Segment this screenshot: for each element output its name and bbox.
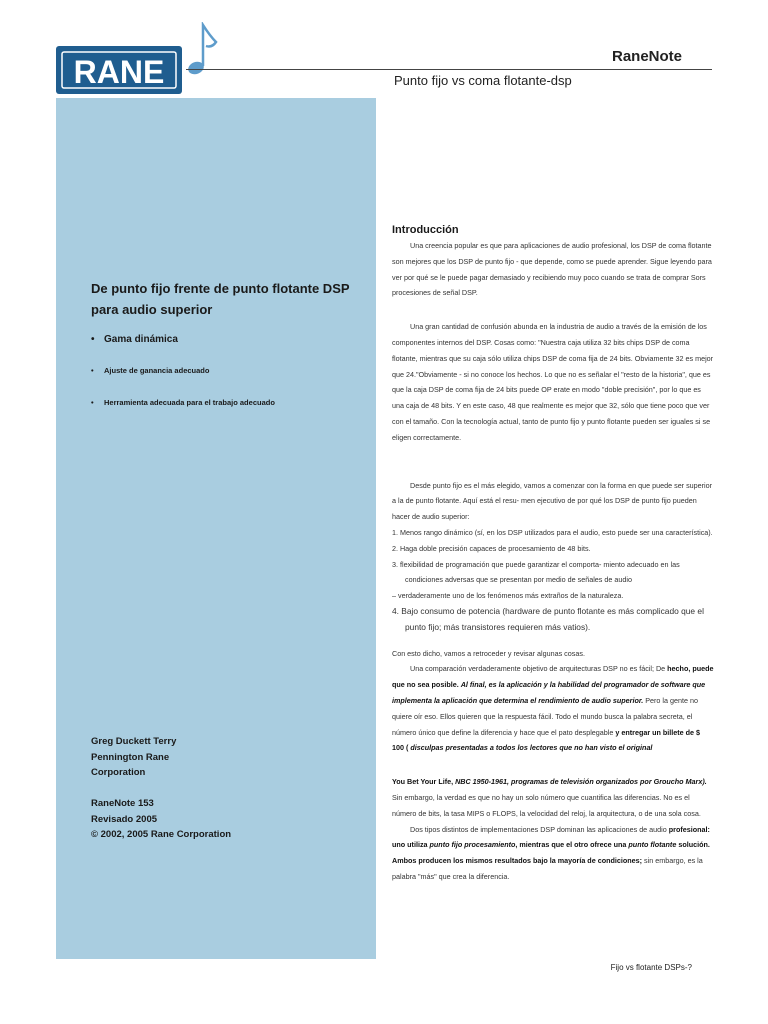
author-line: Pennington Rane — [91, 751, 170, 763]
paragraph: Una gran cantidad de confusión abunda en la industria de audio a través de la emisión de los componentes internos del DSP. Cosas como: "Nuestra caja utiliza 32 bits chips DSP de coma flotante, mientras que su caja sólo utiliza chips DSP de coma fija de 24 bits. Obviamente 32 es mejor que 24."Obviamente - si no conoce los hechos. Lo que no es señalar el "resto de la historia", que es que la caja DSP de coma fija de 24 bits puede OP erate en modo "doble precisión", por lo que es una caja de 48 bits. Y en este caso, 48 que realmente es mejor que 32, sólo que tiene poco que ver con el tamaño. Con la tecnología actual, tanto de punto fijo y punto flotante pueden ser iguales si se eligen correctamente. — [392, 322, 714, 442]
bold-text: hecho, puede que no sea posible. — [392, 664, 714, 690]
main-content — [392, 222, 714, 885]
bold-italic-text: punto fijo procesamiento — [429, 840, 516, 850]
header-rule — [186, 69, 712, 70]
paragraph — [392, 822, 714, 885]
bullet-item: • Herramienta adecuada para el trabajo adecuado — [91, 398, 275, 407]
logo-text: RANE — [73, 54, 165, 90]
sub-list-item: – verdaderamente uno de los fenómenos más extraños de la naturaleza. — [392, 591, 624, 601]
sidebar-title: De punto fijo frente de punto flotante DSP para audio superior — [91, 281, 350, 317]
bullet-item: • Gama dinámica — [91, 334, 275, 366]
list-item: 1. Menos rango dinámico (sí, en los DSP utilizados para el audio, esto puede ser una característica). — [392, 527, 713, 537]
meta-line: © 2002, 2005 Rane Corporation — [91, 829, 232, 840]
bullet-item: • Ajuste de ganancia adecuado — [91, 366, 275, 398]
numbered-list — [392, 525, 714, 636]
list-item: 3. flexibilidad de programación que puede garantizar el comporta- miento adecuado en las condiciones adversas que se presentan por medio de señales de audio — [392, 559, 680, 585]
meta-block — [91, 796, 231, 843]
paragraph — [392, 774, 714, 821]
rane-logo — [54, 22, 220, 96]
bold-text: You Bet Your Life, — [392, 777, 456, 787]
text-run: sin embargo, es la palabra "más" que crea la diferencia. — [392, 856, 703, 881]
document-subtitle: Punto fijo vs coma flotante-dsp — [394, 73, 572, 88]
bold-italic-text: NBC 1950-1961, programas de televisión organizados por Groucho Marx). — [455, 777, 707, 787]
sidebar-bullet-list — [91, 334, 275, 407]
bold-italic-text: punto flotante — [628, 840, 677, 850]
bold-text: solución. Ambos producen los mismos resultados bajo la mayoría de condiciones; — [392, 840, 710, 866]
paragraph: Con esto dicho, vamos a retroceder y revisar algunas cosas. — [392, 648, 585, 658]
bold-italic-text: disculpas presentadas a todos los lectores que no han visto el original — [410, 743, 653, 753]
paragraph: Desde punto fijo es el más elegido, vamos a comenzar con la forma en que puede ser superior a la de punto flotante. Aquí está el resu- men ejecutivo de por qué los DSP de punto fijo pueden hacer de audio superior: — [392, 480, 713, 522]
author-block — [91, 734, 176, 781]
text-run: Una comparación verdaderamente objetivo de arquitecturas DSP no es fácil; De — [410, 664, 668, 674]
list-item: 4. Bajo consumo de potencia (hardware de punto flotante es más complicado que el punto fijo; más transistores requieren más vatios). — [392, 605, 704, 632]
author-line: Greg Duckett Terry — [91, 736, 177, 747]
paragraph — [392, 661, 714, 756]
list-item: 2. Haga doble precisión capaces de procesamiento de 48 bits. — [392, 543, 591, 553]
author-line: Corporation — [91, 767, 146, 778]
meta-line: Revisado 2005 — [91, 813, 158, 825]
paragraph: Una creencia popular es que para aplicaciones de audio profesional, los DSP de coma flotante son mejores que los DSP de punto fijo - que depende, como se puede aprender. Sigue leyendo para ver por qué se le puede pagar demasiado y recibiendo muy poco cuando se trata de comprar Sors procesiones de señal DSP. — [392, 241, 712, 298]
series-label: RaneNote — [611, 48, 682, 65]
text-run: Sin embargo, la verdad es que no hay un solo número que cuantifica las diferencias. No es el número de bits, la tasa MIPS o FLOPS, la velocidad del reloj, la arquitectura, o de una sola cosa. — [392, 792, 701, 818]
bold-text: , mientras que el otro ofrece una — [515, 840, 629, 850]
bold-italic-text: Al final, es la aplicación y la habilidad del programador de software que implementa la aplicación que determina el rendimiento de audio superior. — [392, 680, 706, 705]
bold-text: profesional: uno utiliza — [392, 824, 710, 850]
section-heading: Introducción — [392, 224, 459, 236]
text-run: Dos tipos distintos de implementaciones DSP dominan las aplicaciones de audio — [410, 824, 669, 834]
bold-text: y entregar un billete de $ 100 ( — [392, 727, 701, 753]
meta-line: RaneNote 153 — [91, 798, 154, 809]
page-footer: Fijo vs flotante DSPs-? — [610, 963, 692, 972]
text-run: Pero la gente no quiere oír eso. Ellos quieren que la respuesta fácil. Todo el mundo busca la palabra secreta, el número único que define la diferencia y hace que el pato desplegable — [392, 695, 698, 737]
